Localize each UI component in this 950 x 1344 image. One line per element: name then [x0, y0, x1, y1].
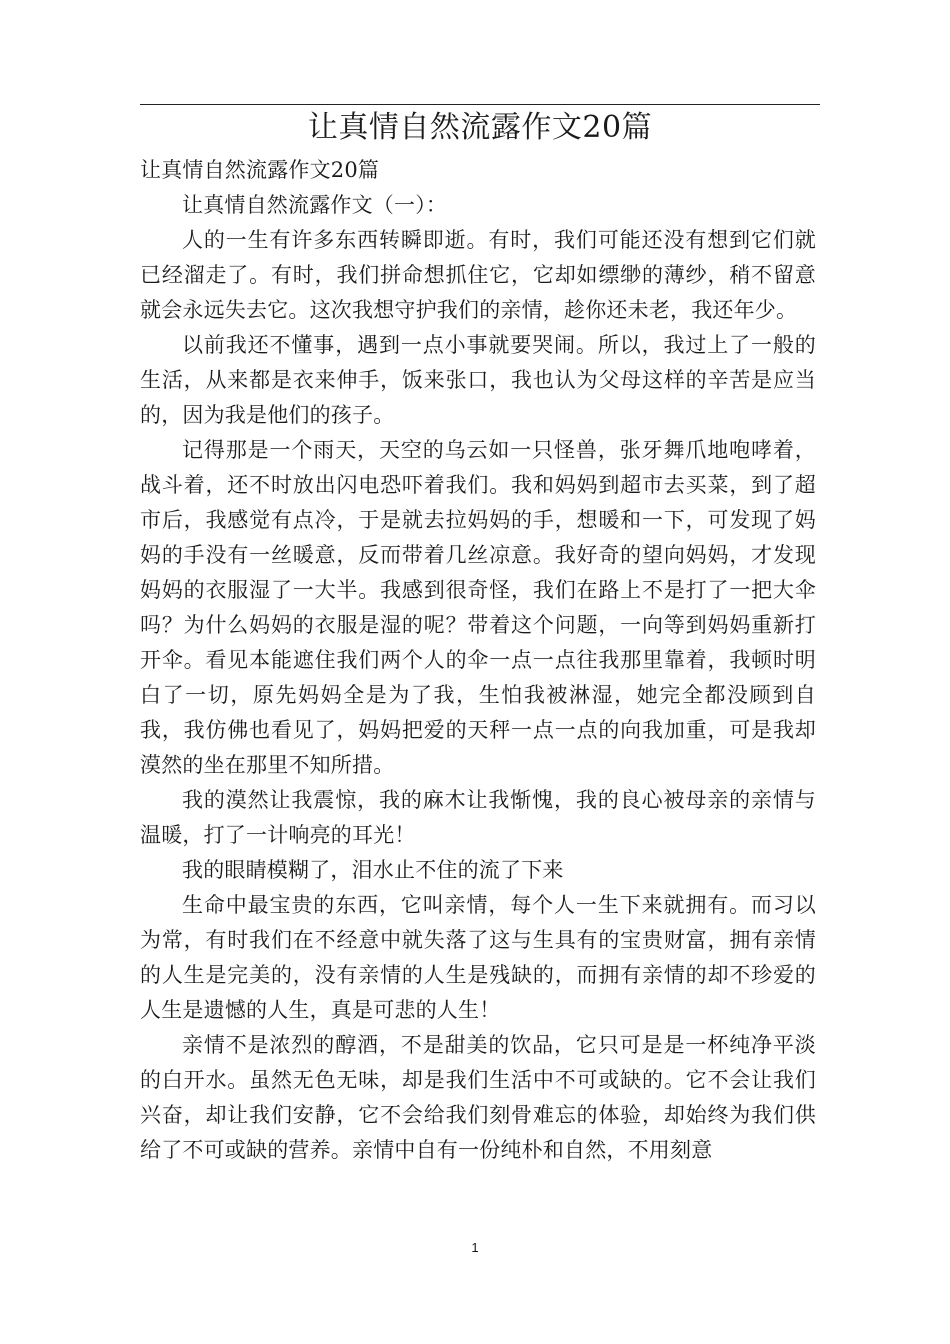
page-number: 1	[471, 1240, 479, 1255]
paragraph: 我的眼睛模糊了，泪水止不住的流了下来	[182, 858, 564, 882]
paragraph: 我的漠然让我震惊，我的麻木让我惭愧，我的良心被母亲的亲情与温暖，打了一计响亮的耳光！	[140, 788, 816, 847]
paragraph: 以前我还不懂事，遇到一点小事就要哭闹。所以，我过上了一般的生活，从来都是衣来伸手，饭来张口，我也认为父母这样的辛苦是应当的，因为我是他们的孩子。	[140, 333, 816, 427]
paragraph: 亲情不是浓烈的醇酒，不是甜美的饮品，它只可是是一杯纯净平淡的白开水。虽然无色无味，却是我们生活中不可或缺的。它不会让我们兴奋，却让我们安静，它不会给我们刻骨难忘的体验，却始终为我们供给了不可或缺的营养。亲情中自有一份纯朴和自然，不用刻意	[140, 1033, 816, 1162]
paragraph: 记得那是一个雨天，天空的乌云如一只怪兽，张牙舞爪地咆哮着，战斗着，还不时放出闪电恐吓着我们。我和妈妈到超市去买菜，到了超市后，我感觉有点冷，于是就去拉妈妈的手，想暖和一下，可发现了妈妈的手没有一丝暖意，反而带着几丝凉意。我好奇的望向妈妈，才发现妈妈的衣服湿了一大半。我感到很奇怪，我们在路上不是打了一把大伞吗？为什么妈妈的衣服是湿的呢？带着这个问题，一向等到妈妈重新打开伞。看见本能遮住我们两个人的伞一点一点往我那里靠着，我顿时明白了一切，原先妈妈全是为了我，生怕我被淋湿，她完全都没顾到自我，我仿佛也看见了，妈妈把爱的天秤一点一点的向我加重，可是我却漠然的坐在那里不知所措。	[140, 438, 816, 777]
document-title: 让真情自然流露作文20篇	[307, 110, 653, 145]
section-heading: 让真情自然流露作文（一）：	[182, 193, 448, 217]
paragraph: 人的一生有许多东西转瞬即逝。有时，我们可能还没有想到它们就已经溜走了。有时，我们拼命想抓住它，它却如缥缈的薄纱，稍不留意就会永远失去它。这次我想守护我们的亲情，趁你还未老，我还年少。	[140, 228, 816, 322]
document-subtitle: 让真情自然流露作文20篇	[140, 158, 380, 182]
document-body	[140, 153, 816, 1168]
header-rule	[140, 104, 820, 105]
paragraph: 生命中最宝贵的东西，它叫亲情，每个人一生下来就拥有。而习以为常，有时我们在不经意中就失落了这与生具有的宝贵财富，拥有亲情的人生是完美的，没有亲情的人生是残缺的，而拥有亲情的却不珍爱的人生是遗憾的人生，真是可悲的人生！	[140, 893, 816, 1022]
